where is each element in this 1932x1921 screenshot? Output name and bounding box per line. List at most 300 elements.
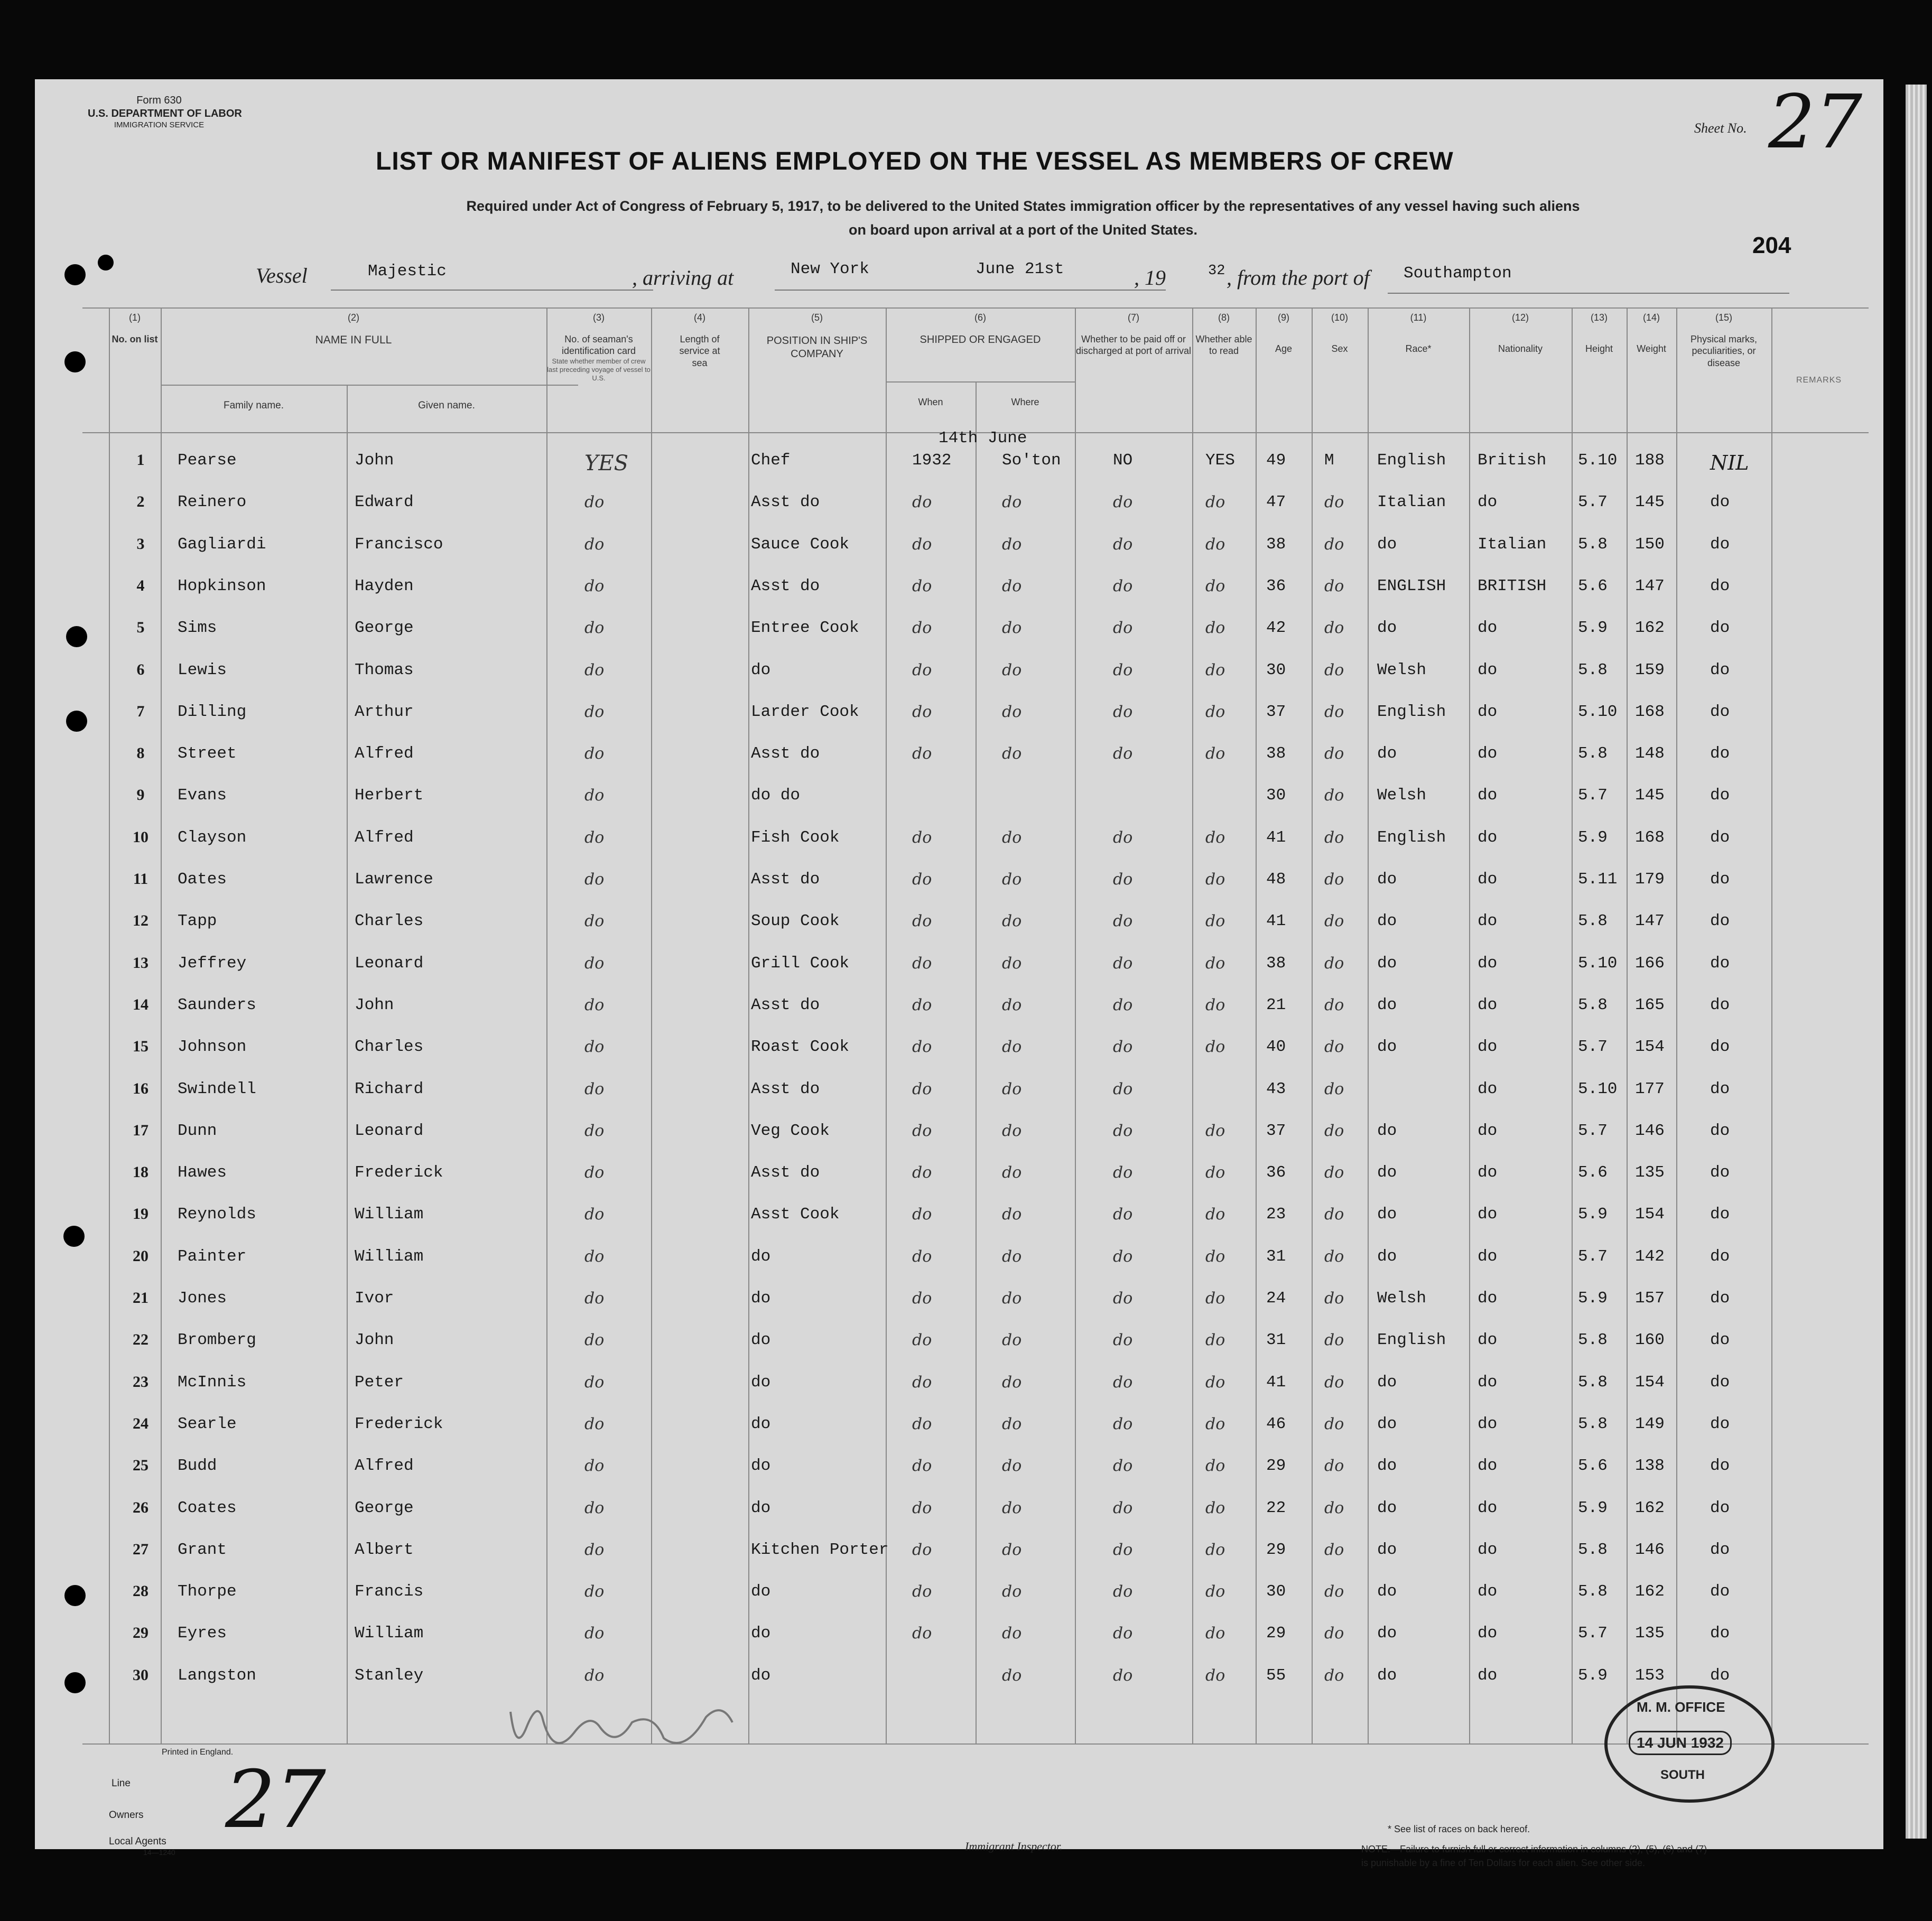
arriving-label: , arriving at bbox=[632, 266, 734, 290]
row-number: 16 bbox=[133, 1079, 148, 1097]
position: Asst do bbox=[751, 493, 820, 512]
id-card: do bbox=[584, 1205, 605, 1224]
sex: do bbox=[1324, 1373, 1344, 1392]
paid-off: do bbox=[1113, 1624, 1133, 1643]
shipped-when: do bbox=[912, 1457, 932, 1476]
table-row bbox=[35, 1153, 1883, 1194]
physical-marks: do bbox=[1710, 1457, 1730, 1476]
row-number: 3 bbox=[136, 535, 145, 553]
id-card: do bbox=[584, 912, 605, 931]
shipped-where: do bbox=[1002, 535, 1022, 554]
nationality: do bbox=[1478, 1624, 1498, 1643]
nationality: do bbox=[1478, 1205, 1498, 1224]
position: do bbox=[751, 660, 771, 679]
shipped-when: do bbox=[912, 1121, 932, 1140]
physical-marks: do bbox=[1710, 1331, 1730, 1350]
shipped-where: do bbox=[1002, 1624, 1022, 1643]
given-name: Alfred bbox=[355, 744, 414, 763]
height: 5.9 bbox=[1578, 1289, 1608, 1308]
arrival-date: June 21st bbox=[976, 260, 1064, 278]
race: do bbox=[1377, 744, 1397, 763]
able-to-read: do bbox=[1205, 995, 1225, 1014]
sex: do bbox=[1324, 535, 1344, 554]
shipped-where: do bbox=[1002, 1038, 1022, 1057]
col-num: (14) bbox=[1642, 312, 1660, 323]
table-row bbox=[35, 1488, 1883, 1530]
physical-marks: do bbox=[1710, 1414, 1730, 1433]
sex: do bbox=[1324, 1038, 1344, 1057]
name-subheader-rule bbox=[162, 385, 578, 386]
col-num: (5) bbox=[811, 312, 823, 323]
nationality: do bbox=[1478, 493, 1498, 512]
given-name: Ivor bbox=[355, 1289, 394, 1308]
table-row bbox=[35, 1656, 1883, 1697]
nationality: Italian bbox=[1478, 535, 1547, 554]
weight: 154 bbox=[1635, 1205, 1665, 1224]
sex: do bbox=[1324, 1121, 1344, 1140]
col-10-header bbox=[1312, 312, 1368, 355]
race: do bbox=[1377, 1038, 1397, 1057]
family-name: Reynolds bbox=[178, 1205, 256, 1224]
row-number: 12 bbox=[133, 912, 148, 930]
paid-off: do bbox=[1113, 954, 1133, 973]
row-number: 29 bbox=[133, 1624, 148, 1642]
age: 38 bbox=[1266, 535, 1286, 554]
shipped-where: do bbox=[1002, 1205, 1022, 1224]
service-name: IMMIGRATION SERVICE bbox=[114, 120, 205, 129]
family-name: Tapp bbox=[178, 912, 217, 931]
sex: do bbox=[1324, 744, 1344, 763]
nationality: do bbox=[1478, 702, 1498, 721]
position: do bbox=[751, 1498, 771, 1517]
able-to-read: do bbox=[1205, 1373, 1225, 1392]
race: Welsh bbox=[1377, 1289, 1427, 1308]
row-number: 11 bbox=[133, 870, 148, 888]
nationality: British bbox=[1478, 451, 1547, 470]
height: 5.8 bbox=[1578, 535, 1608, 554]
shipped-when: do bbox=[912, 660, 932, 679]
sex: do bbox=[1324, 1247, 1344, 1266]
age: 31 bbox=[1266, 1331, 1286, 1350]
remarks-header: REMARKS bbox=[1796, 376, 1842, 385]
race-note: * See list of races on back hereof. bbox=[1388, 1824, 1530, 1834]
paid-off: do bbox=[1113, 1582, 1133, 1601]
row-number: 7 bbox=[136, 702, 145, 720]
vessel-label: Vessel bbox=[256, 264, 308, 287]
position: do bbox=[751, 1666, 771, 1685]
height: 5.7 bbox=[1578, 493, 1608, 512]
weight: 145 bbox=[1635, 786, 1665, 805]
race: do bbox=[1377, 1163, 1397, 1182]
sex: do bbox=[1324, 1457, 1344, 1476]
table-row bbox=[35, 692, 1883, 733]
col-label: Length of service at sea bbox=[679, 333, 720, 368]
weight: 135 bbox=[1635, 1624, 1665, 1643]
row-number: 4 bbox=[136, 576, 145, 594]
id-card: do bbox=[584, 1582, 605, 1601]
sheet-label: Sheet No. bbox=[1694, 120, 1747, 136]
family-name: Jones bbox=[178, 1289, 227, 1308]
paid-off: do bbox=[1113, 1289, 1133, 1308]
given-name: Charles bbox=[355, 1038, 424, 1057]
height: 5.8 bbox=[1578, 1331, 1608, 1350]
age: 36 bbox=[1266, 1163, 1286, 1182]
race: do bbox=[1377, 1666, 1397, 1685]
able-to-read: do bbox=[1205, 493, 1225, 512]
nationality: do bbox=[1478, 1666, 1498, 1685]
given-name: Hayden bbox=[355, 576, 414, 595]
physical-marks: do bbox=[1710, 995, 1730, 1014]
race: do bbox=[1377, 535, 1397, 554]
punch-hole bbox=[63, 1226, 85, 1247]
punch-hole bbox=[66, 626, 87, 647]
nationality: do bbox=[1478, 1121, 1498, 1140]
position: Roast Cook bbox=[751, 1038, 850, 1057]
id-card: YES bbox=[584, 451, 629, 475]
height: 5.9 bbox=[1578, 1666, 1608, 1685]
family-name: Gagliardi bbox=[178, 535, 266, 554]
col-label: Height bbox=[1585, 343, 1613, 354]
shipped-where: do bbox=[1002, 744, 1022, 763]
nationality: do bbox=[1478, 828, 1498, 847]
shipped-where: do bbox=[1002, 1498, 1022, 1517]
table-top-rule bbox=[82, 307, 1869, 309]
position: Chef bbox=[751, 451, 791, 470]
col-num: (4) bbox=[694, 312, 705, 323]
physical-marks: do bbox=[1710, 1163, 1730, 1182]
position: Entree Cook bbox=[751, 619, 859, 638]
able-to-read: do bbox=[1205, 702, 1225, 721]
sex: do bbox=[1324, 576, 1344, 595]
paid-off: do bbox=[1113, 912, 1133, 931]
sex: do bbox=[1324, 660, 1344, 679]
id-card: do bbox=[584, 1498, 605, 1517]
paid-off: do bbox=[1113, 1205, 1133, 1224]
row-number: 25 bbox=[133, 1457, 148, 1475]
shipped-when: do bbox=[912, 619, 932, 638]
id-card: do bbox=[584, 1247, 605, 1266]
shipped-where: do bbox=[1002, 1414, 1022, 1433]
physical-marks: do bbox=[1710, 1038, 1730, 1057]
subtitle bbox=[283, 194, 1763, 241]
printed-in-england: Printed in England. bbox=[162, 1748, 234, 1757]
id-card: do bbox=[584, 660, 605, 679]
id-card: do bbox=[584, 619, 605, 638]
fine-note-1: NOTE.—Failure to furnish full or correct information in columns (2), (5), (6) and (7) bbox=[1361, 1844, 1707, 1854]
table-row bbox=[35, 944, 1883, 985]
shipped-when: do bbox=[912, 1247, 932, 1266]
shipped-where: do bbox=[1002, 870, 1022, 889]
departure-underline bbox=[1388, 293, 1789, 294]
shipped-when: do bbox=[912, 1038, 932, 1057]
given-name: Peter bbox=[355, 1373, 404, 1392]
form-number: Form 630 bbox=[136, 95, 182, 106]
physical-marks: do bbox=[1710, 619, 1730, 638]
paid-off: do bbox=[1113, 1457, 1133, 1476]
family-name: Street bbox=[178, 744, 237, 763]
paid-off: do bbox=[1113, 870, 1133, 889]
id-card: do bbox=[584, 1331, 605, 1350]
height: 5.8 bbox=[1578, 660, 1608, 679]
paid-off: do bbox=[1113, 1079, 1133, 1098]
shipped-where: do bbox=[1002, 1289, 1022, 1308]
table-row bbox=[35, 860, 1883, 901]
col-6b-header: Where bbox=[1011, 397, 1039, 407]
paid-off: NO bbox=[1113, 451, 1133, 470]
family-name: Hopkinson bbox=[178, 576, 266, 595]
subtitle-line-1: Required under Act of Congress of February 5, 1917, to be delivered to the United States immigration officer by the representatives of any vessel having such aliens bbox=[466, 198, 1580, 214]
row-number: 24 bbox=[133, 1414, 148, 1432]
able-to-read: YES bbox=[1205, 451, 1235, 470]
given-name: William bbox=[355, 1247, 424, 1266]
age: 37 bbox=[1266, 1121, 1286, 1140]
race: English bbox=[1377, 451, 1446, 470]
shipped-when-day: 14th June bbox=[939, 429, 1027, 447]
given-name: Arthur bbox=[355, 702, 414, 721]
weight: 162 bbox=[1635, 1582, 1665, 1601]
shipped-when: do bbox=[912, 702, 932, 721]
physical-marks: do bbox=[1710, 1205, 1730, 1224]
age: 22 bbox=[1266, 1498, 1286, 1517]
col-num: (2) bbox=[348, 312, 359, 323]
departure-port: Southampton bbox=[1404, 264, 1512, 283]
nationality: do bbox=[1478, 1163, 1498, 1182]
height: 5.7 bbox=[1578, 1121, 1608, 1140]
signature-scribble bbox=[495, 1680, 759, 1765]
given-name: Alfred bbox=[355, 828, 414, 847]
row-number: 9 bbox=[136, 786, 145, 804]
paid-off: do bbox=[1113, 828, 1133, 847]
paid-off: do bbox=[1113, 1540, 1133, 1559]
able-to-read: do bbox=[1205, 576, 1225, 595]
height: 5.10 bbox=[1578, 954, 1618, 973]
line-label: Line bbox=[112, 1778, 131, 1789]
arrival-underline bbox=[775, 290, 965, 291]
table-row bbox=[35, 1320, 1883, 1362]
shipped-where: do bbox=[1002, 828, 1022, 847]
able-to-read: do bbox=[1205, 870, 1225, 889]
physical-marks: do bbox=[1710, 828, 1730, 847]
height: 5.8 bbox=[1578, 1540, 1608, 1559]
shipped-when: do bbox=[912, 1373, 932, 1392]
weight: 150 bbox=[1635, 535, 1665, 554]
table-row bbox=[35, 818, 1883, 859]
row-number: 23 bbox=[133, 1373, 148, 1391]
id-card: do bbox=[584, 870, 605, 889]
race: English bbox=[1377, 828, 1446, 847]
physical-marks: do bbox=[1710, 786, 1730, 805]
paid-off: do bbox=[1113, 493, 1133, 512]
age: 36 bbox=[1266, 576, 1286, 595]
shipped-where: do bbox=[1002, 1079, 1022, 1098]
vessel-name: Majestic bbox=[368, 262, 447, 281]
able-to-read: do bbox=[1205, 1624, 1225, 1643]
shipped-where: do bbox=[1002, 954, 1022, 973]
weight: 168 bbox=[1635, 702, 1665, 721]
shipped-when: do bbox=[912, 576, 932, 595]
weight: 145 bbox=[1635, 493, 1665, 512]
shipped-when: do bbox=[912, 493, 932, 512]
shipped-when: do bbox=[912, 828, 932, 847]
shipped-where: do bbox=[1002, 660, 1022, 679]
arrival-port: New York bbox=[791, 260, 869, 278]
col-9-header bbox=[1256, 312, 1312, 355]
col-6a-header: When bbox=[918, 397, 943, 407]
position: Asst do bbox=[751, 744, 820, 763]
col-label: POSITION IN SHIP'S COMPANY bbox=[766, 334, 868, 360]
sex: do bbox=[1324, 786, 1344, 805]
table-row bbox=[35, 901, 1883, 943]
position: Soup Cook bbox=[751, 912, 840, 931]
shipped-when: do bbox=[912, 1163, 932, 1182]
nationality: do bbox=[1478, 744, 1498, 763]
nationality: do bbox=[1478, 954, 1498, 973]
family-name: Bromberg bbox=[178, 1331, 256, 1350]
shipped-where: do bbox=[1002, 702, 1022, 721]
height: 5.7 bbox=[1578, 1247, 1608, 1266]
col-label: NAME IN FULL bbox=[315, 333, 392, 346]
shipped-when: do bbox=[912, 1079, 932, 1098]
nationality: BRITISH bbox=[1478, 576, 1547, 595]
department-name: U.S. DEPARTMENT OF LABOR bbox=[88, 108, 242, 119]
col-label: Weight bbox=[1637, 343, 1666, 354]
nationality: do bbox=[1478, 1498, 1498, 1517]
sex: do bbox=[1324, 1666, 1344, 1685]
table-row bbox=[35, 776, 1883, 817]
table-row bbox=[35, 1404, 1883, 1446]
age: 30 bbox=[1266, 660, 1286, 679]
table-row bbox=[35, 1027, 1883, 1068]
row-number: 2 bbox=[136, 493, 145, 511]
id-card: do bbox=[584, 1457, 605, 1476]
nationality: do bbox=[1478, 1331, 1498, 1350]
paid-off: do bbox=[1113, 1373, 1133, 1392]
row-number: 6 bbox=[136, 660, 145, 678]
id-card: do bbox=[584, 995, 605, 1014]
given-name: Lawrence bbox=[355, 870, 433, 889]
race: ENGLISH bbox=[1377, 576, 1446, 595]
nationality: do bbox=[1478, 1079, 1498, 1098]
given-name: George bbox=[355, 619, 414, 638]
physical-marks: do bbox=[1710, 535, 1730, 554]
sex: do bbox=[1324, 1079, 1344, 1098]
table-row bbox=[35, 1111, 1883, 1152]
able-to-read: do bbox=[1205, 1247, 1225, 1266]
shipped-where: do bbox=[1002, 1373, 1022, 1392]
row-number: 28 bbox=[133, 1582, 148, 1600]
col-1-header bbox=[109, 312, 161, 345]
paid-off: do bbox=[1113, 1498, 1133, 1517]
age: 29 bbox=[1266, 1540, 1286, 1559]
given-name: Albert bbox=[355, 1540, 414, 1559]
race: do bbox=[1377, 1624, 1397, 1643]
id-card: do bbox=[584, 535, 605, 554]
given-name: Leonard bbox=[355, 954, 424, 973]
family-name: Oates bbox=[178, 870, 227, 889]
weight: 162 bbox=[1635, 1498, 1665, 1517]
given-name: John bbox=[355, 995, 394, 1014]
family-name: Dunn bbox=[178, 1121, 217, 1140]
row-number: 30 bbox=[133, 1666, 148, 1684]
height: 5.8 bbox=[1578, 1582, 1608, 1601]
family-name: Langston bbox=[178, 1666, 256, 1685]
shipped-when: do bbox=[912, 1289, 932, 1308]
sex: do bbox=[1324, 493, 1344, 512]
given-name: Edward bbox=[355, 493, 414, 512]
height: 5.9 bbox=[1578, 619, 1608, 638]
given-name: Alfred bbox=[355, 1457, 414, 1476]
row-number: 15 bbox=[133, 1038, 148, 1056]
id-card: do bbox=[584, 1373, 605, 1392]
owners-label: Owners bbox=[109, 1810, 144, 1821]
id-card: do bbox=[584, 1289, 605, 1308]
row-number: 5 bbox=[136, 619, 145, 637]
punch-hole bbox=[64, 264, 86, 285]
family-name: Grant bbox=[178, 1540, 227, 1559]
nationality: do bbox=[1478, 1289, 1498, 1308]
nationality: do bbox=[1478, 1457, 1498, 1476]
family-name: Dilling bbox=[178, 702, 247, 721]
id-card: do bbox=[584, 1624, 605, 1643]
position: Asst do bbox=[751, 995, 820, 1014]
year-suffix: 32 bbox=[1208, 263, 1225, 279]
position: Sauce Cook bbox=[751, 535, 850, 554]
paid-off: do bbox=[1113, 1414, 1133, 1433]
position: Grill Cook bbox=[751, 954, 850, 973]
position: do bbox=[751, 1457, 771, 1476]
form-code: 14—1240 bbox=[143, 1848, 175, 1857]
shipped-where: do bbox=[1002, 576, 1022, 595]
given-name: Leonard bbox=[355, 1121, 424, 1140]
physical-marks: do bbox=[1710, 1079, 1730, 1098]
age: 38 bbox=[1266, 744, 1286, 763]
weight: 179 bbox=[1635, 870, 1665, 889]
height: 5.6 bbox=[1578, 1457, 1608, 1476]
weight: 165 bbox=[1635, 995, 1665, 1014]
col-num: (15) bbox=[1715, 312, 1732, 323]
given-name: John bbox=[355, 451, 394, 470]
page-edge bbox=[1906, 85, 1927, 1839]
height: 5.6 bbox=[1578, 1163, 1608, 1182]
shipped-when: do bbox=[912, 1205, 932, 1224]
from-port-label: , from the port of bbox=[1227, 266, 1370, 290]
sex: do bbox=[1324, 1498, 1344, 1517]
age: 29 bbox=[1266, 1624, 1286, 1643]
race: do bbox=[1377, 1121, 1397, 1140]
able-to-read: do bbox=[1205, 954, 1225, 973]
id-card: do bbox=[584, 744, 605, 763]
shipped-when: do bbox=[912, 870, 932, 889]
punch-hole bbox=[66, 711, 87, 732]
table-row bbox=[35, 525, 1883, 566]
height: 5.7 bbox=[1578, 786, 1608, 805]
age: 41 bbox=[1266, 1373, 1286, 1392]
id-card: do bbox=[584, 1038, 605, 1057]
shipped-when: do bbox=[912, 1331, 932, 1350]
shipped-where: do bbox=[1002, 1582, 1022, 1601]
physical-marks: do bbox=[1710, 912, 1730, 931]
row-number: 10 bbox=[133, 828, 148, 846]
sex: do bbox=[1324, 912, 1344, 931]
stamp-bottom-text: SOUTH bbox=[1660, 1768, 1705, 1782]
col-15-header bbox=[1676, 312, 1771, 369]
height: 5.9 bbox=[1578, 828, 1608, 847]
age: 43 bbox=[1266, 1079, 1286, 1098]
able-to-read: do bbox=[1205, 1498, 1225, 1517]
able-to-read: do bbox=[1205, 1205, 1225, 1224]
col-num: (8) bbox=[1218, 312, 1230, 323]
shipped-when: do bbox=[912, 744, 932, 763]
